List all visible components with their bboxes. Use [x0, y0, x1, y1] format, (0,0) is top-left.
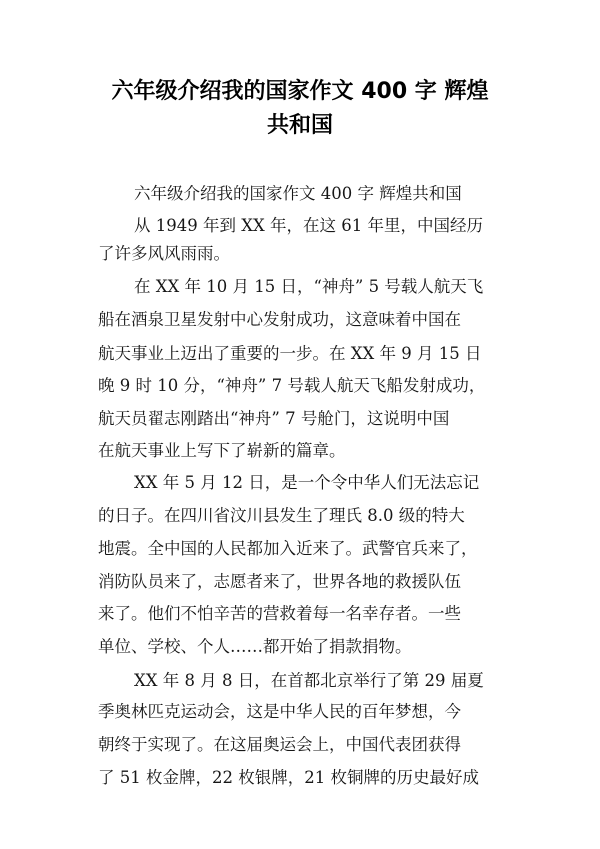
body-line: 的日子。在四川省汶川县发生了理氏 8.0 级的特大 — [98, 506, 465, 525]
body-line: 朝终于实现了。在这届奥运会上，中国代表团获得 — [98, 735, 461, 754]
body-line: XX 年 5 月 12 日，是一个令中华人们无法忘记 — [134, 473, 480, 492]
body-line: 晚 9 时 10 分，“神舟” 7 号载人航天飞船发射成功， — [98, 376, 486, 395]
document-title-line-1: 六年级介绍我的国家作文 400 字 辉煌 — [111, 79, 489, 104]
body-line: 地震。全中国的人民都加入近来了。武警官兵来了， — [98, 539, 478, 558]
body-line: 船在酒泉卫星发射中心发射成功，这意味着中国在 — [98, 310, 461, 329]
body-line: 六年级介绍我的国家作文 400 字 辉煌共和国 — [134, 184, 462, 203]
body-line: 在 XX 年 10 月 15 日，“神舟” 5 号载人航天飞 — [134, 277, 484, 296]
body-line: 季奥林匹克运动会，这是中华人民的百年梦想，今 — [98, 702, 461, 721]
body-line: 了 51 枚金牌，22 枚银牌，21 枚铜牌的历史最好成 — [98, 768, 479, 787]
body-line: 航天事业上迈出了重要的一步。在 XX 年 9 月 15 日 — [98, 344, 482, 363]
body-line: 在航天事业上写下了崭新的篇章。 — [98, 441, 346, 460]
body-line: 消防队员来了，志愿者来了，世界各地的救援队伍 — [98, 572, 461, 591]
body-line: 来了。他们不怕辛苦的营救着每一名幸存者。一些 — [98, 604, 461, 623]
body-line: 航天员翟志刚踏出“神舟” 7 号舱门，这说明中国 — [98, 409, 450, 428]
body-line: 从 1949 年到 XX 年，在这 61 年里，中国经历 — [134, 216, 483, 235]
document-title-line-2: 共和国 — [266, 113, 333, 138]
body-line: 了许多风风雨雨。 — [98, 244, 230, 263]
body-line: 单位、学校、个人……都开始了捐款捐物。 — [98, 637, 412, 656]
body-line: XX 年 8 月 8 日，在首都北京举行了第 29 届夏 — [134, 671, 484, 690]
